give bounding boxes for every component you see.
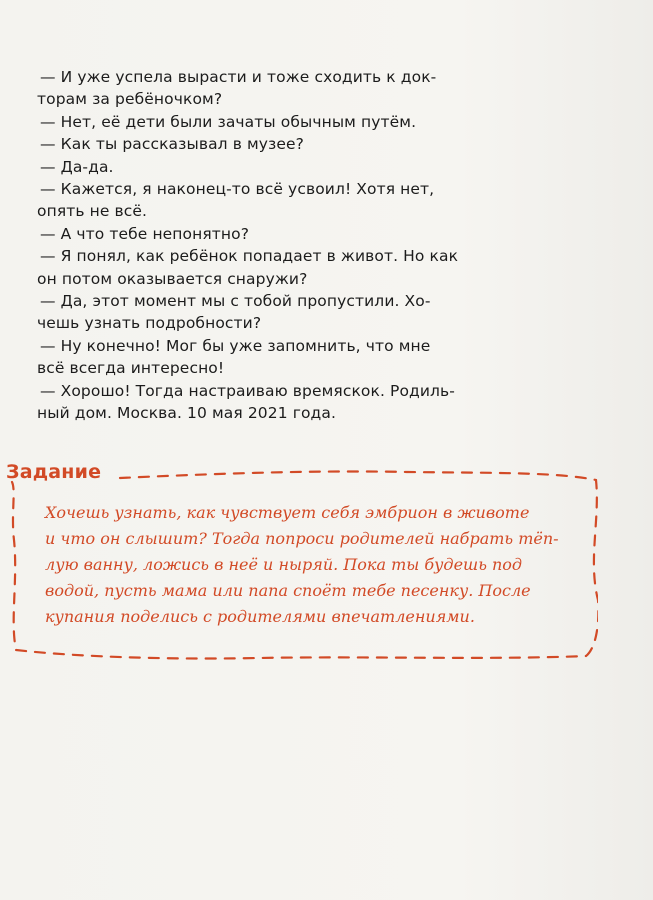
dialogue-line: — Кажется, я наконец-то всё усвоил! Хотя нет, (40, 180, 435, 199)
dialogue-line: опять не всё. (37, 202, 148, 221)
dialogue-text (37, 66, 502, 425)
dialogue-line: ный дом. Москва. 10 мая 2021 года. (37, 404, 336, 423)
task-line: купания поделись с родителями впечатлениями. (45, 607, 475, 626)
dialogue-line: — Нет, её дети были зачаты обычным путём. (40, 112, 417, 131)
dialogue-line: — Ну конечно! Мог бы уже запомнить, что мне (40, 336, 431, 355)
dialogue-line: всё всегда интересно! (37, 359, 225, 378)
dialogue-line: — И уже успела вырасти и тоже сходить к док- (40, 68, 437, 86)
task-line: водой, пусть мама или папа споёт тебе песенку. После (45, 581, 531, 600)
dialogue-line: — Я понял, как ребёнок попадает в живот. Но как (40, 247, 459, 266)
dialogue-line: торам за ребёночком? (37, 90, 223, 109)
task-heading: Задание (6, 461, 102, 483)
dialogue-line: — Хорошо! Тогда настраиваю времяскок. Родиль- (40, 381, 455, 400)
dialogue-line: — Как ты рассказывал в музее? (40, 135, 304, 154)
dialogue-line: — А что тебе непонятно? (40, 224, 250, 243)
dialogue-line: он потом оказывается снаружи? (37, 269, 308, 288)
task-line: Хочешь узнать, как чувствует себя эмбрион в животе (45, 503, 530, 522)
dialogue-line: — Да-да. (40, 157, 114, 176)
task-line: и что он слышит? Тогда попроси родителей набрать тёп- (45, 529, 559, 548)
task-line: лую ванну, ложись в неё и ныряй. Пока ты будешь под (45, 555, 523, 574)
dialogue-line: — Да, этот момент мы с тобой пропустили. Хо- (40, 292, 431, 311)
dialogue-line: чешь узнать подробности? (37, 314, 262, 333)
task-text (45, 500, 565, 630)
